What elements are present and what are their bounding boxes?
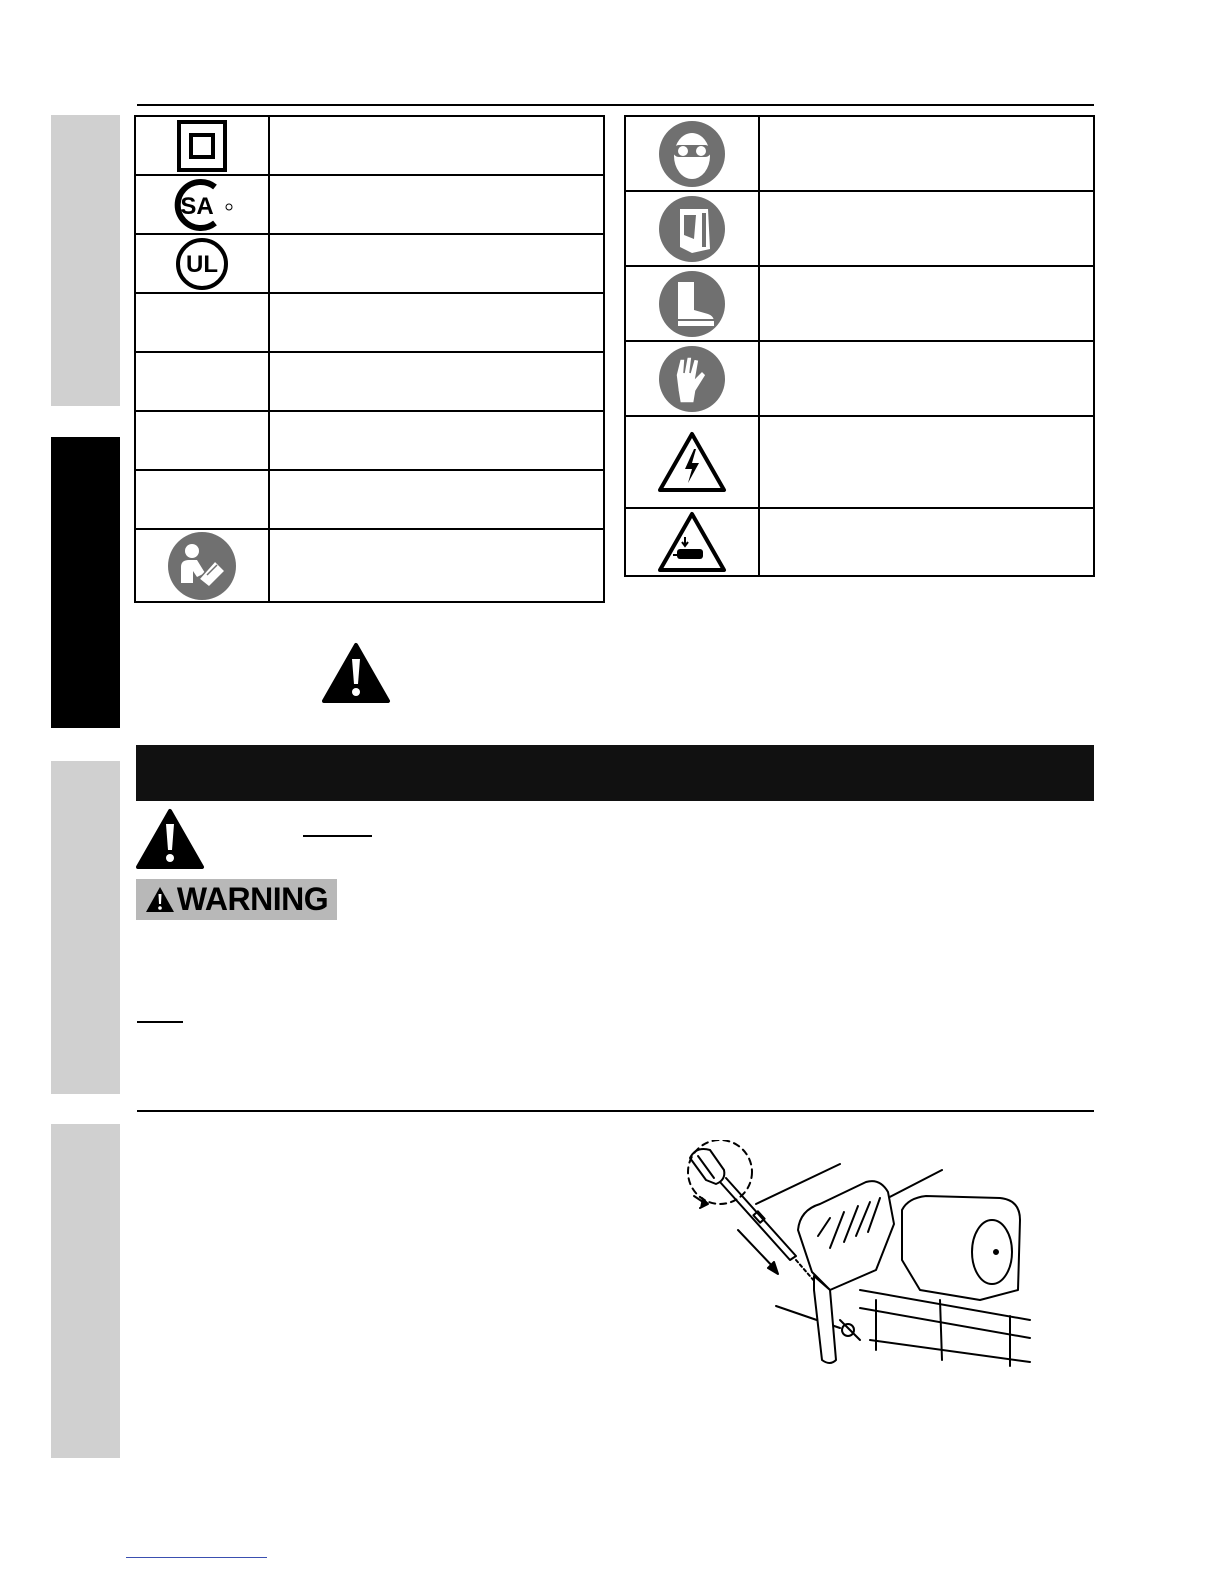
symbol-description [269,470,604,529]
symbol-cell [625,191,759,266]
side-tab-2-active[interactable] [51,437,120,728]
symbol-cell [625,508,759,576]
symbol-cell [135,116,269,175]
symbol-description [269,352,604,411]
symbol-description [269,234,604,293]
symbol-cell [625,116,759,191]
symbol-description [269,529,604,602]
footer-rule [126,1557,267,1558]
symbol-description [759,508,1094,576]
symbol-description [759,116,1094,191]
symbol-cell [135,293,269,352]
ul-mark-icon [174,236,230,292]
csa-mark-icon [169,177,235,233]
safety-alert-triangle-icon [321,642,391,704]
underline-mark [303,835,372,837]
face-shield-icon [658,195,726,263]
section-header-bar [136,745,1094,801]
safety-alert-triangle-large-icon [135,808,205,870]
symbol-cell [625,416,759,508]
blade-guard-adjustment-illustration [680,1140,1040,1370]
symbol-description [269,175,604,234]
double-insulated-square-icon [177,120,227,172]
warning-triangle-icon [145,886,175,913]
header-rule [137,104,1094,106]
side-tab-1[interactable] [51,115,120,406]
symbol-cell [625,266,759,341]
symbol-description [759,341,1094,416]
safety-goggles-icon [658,120,726,188]
side-tab-3[interactable] [51,761,120,1094]
csa-mark-text: SA [180,192,214,220]
underline-mark [137,1021,183,1023]
warning-badge [136,879,337,920]
symbol-description [269,116,604,175]
electric-shock-warning-icon [657,431,727,493]
symbol-cell [625,341,759,416]
symbol-cell [135,411,269,470]
symbol-cell [135,175,269,234]
ul-mark-text: UL [186,250,218,278]
safety-boots-icon [658,270,726,338]
symbol-cell [135,234,269,293]
section-rule [137,1110,1094,1112]
side-tab-4[interactable] [51,1124,120,1458]
symbol-description [759,191,1094,266]
symbols-table-left [134,115,605,603]
read-manual-icon [167,531,237,601]
symbol-description [269,293,604,352]
symbol-description [759,266,1094,341]
symbol-cell [135,352,269,411]
symbol-description [269,411,604,470]
symbol-cell [135,529,269,602]
warning-label: WARNING [176,881,329,917]
symbol-cell [135,470,269,529]
pinch-point-warning-icon [657,511,727,573]
work-gloves-icon [658,345,726,413]
symbols-table-right [624,115,1095,577]
symbol-description [759,416,1094,508]
